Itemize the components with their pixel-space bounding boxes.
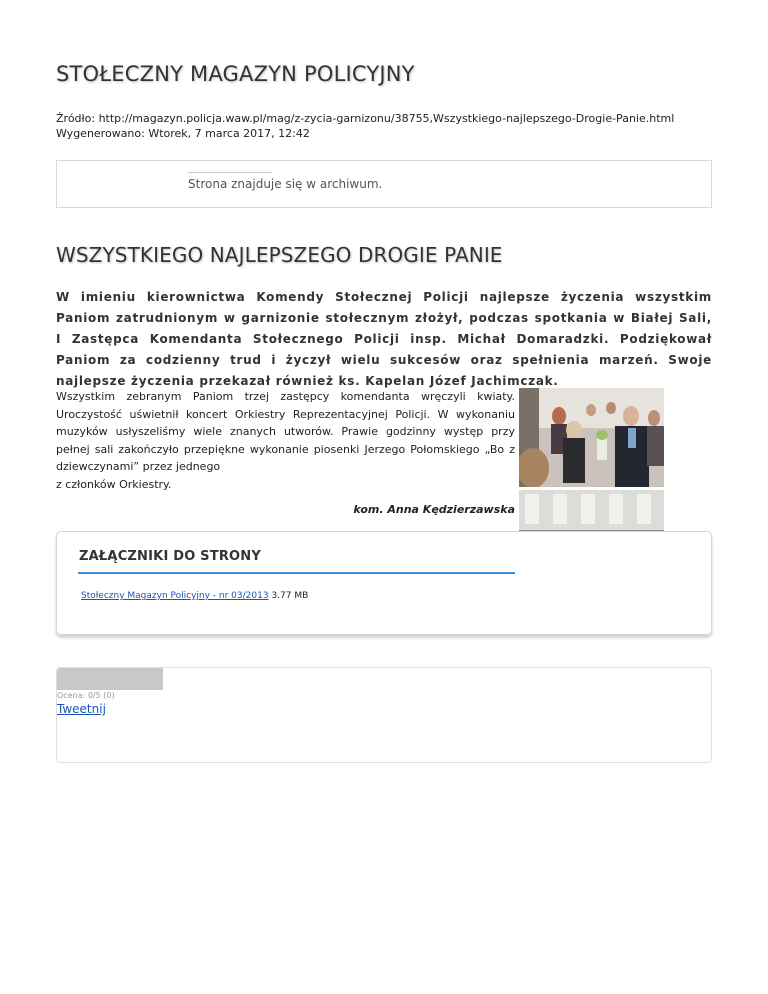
archive-notice: Strona znajduje się w archiwum.	[188, 177, 383, 191]
attachment-size: 3.77 MB	[271, 591, 309, 601]
attachments-divider	[78, 572, 515, 574]
document-meta	[56, 111, 674, 141]
site-title: STOŁECZNY MAGAZYN POLICYJNY	[56, 62, 415, 86]
generated-date: Wygenerowano: Wtorek, 7 marca 2017, 12:42	[56, 127, 310, 140]
rating-text: Ocena: 0/5 (0)	[57, 691, 115, 700]
rating-box	[56, 667, 712, 763]
attachments-heading: ZAŁĄCZNIKI DO STRONY	[79, 549, 261, 564]
article-body-tail: z członków Orkiestry.	[56, 477, 172, 491]
archive-divider	[188, 172, 272, 173]
tweet-link[interactable]: Tweetnij	[57, 702, 106, 716]
archive-notice-box	[56, 160, 712, 208]
photo-flowers-ceremony-image	[519, 388, 664, 487]
article-author: kom. Anna Kędzierzawska	[353, 503, 515, 516]
rating-stars-widget[interactable]	[57, 668, 163, 690]
source-url: Źródło: http://magazyn.policja.waw.pl/mag/z-zycia-garnizonu/38755,Wszystkiego-najlepszego-Drogie-Panie.html	[56, 112, 675, 125]
article-body	[56, 388, 515, 493]
article-body-main: Wszystkim zebranym Paniom trzej zastępcy komendanta wręczyli kwiaty. Uroczystość uświetnił koncert Orkiestry Reprezentacyjnej Policji. W wykonaniu muzyków usłyszeliśmy wiele znanych utworów. Prawie godzinny występ przy pełnej sali zakończyło przepiękne wykonanie piosenki Jerzego Połomskiego „Bo z dziewczynami” przez jednego	[56, 390, 515, 473]
article-title: WSZYSTKIEGO NAJLEPSZEGO DROGIE PANIE	[56, 243, 503, 267]
photo-flowers-ceremony[interactable]	[519, 388, 664, 487]
attachment-item	[81, 591, 308, 601]
attachments-box	[56, 531, 712, 635]
attachment-link[interactable]: Stołeczny Magazyn Policyjny - nr 03/2013	[81, 591, 269, 601]
article-lead: W imieniu kierownictwa Komendy Stołecznej Policji najlepsze życzenia wszystkim Paniom zatrudnionym w garnizonie stołecznym złożył, podczas spotkania w Białej Sali, I Zastępca Komendanta Stołecznego Policji insp. Michał Domaradzki. Podziękował Paniom za codzienny trud i życzył wielu sukcesów oraz spełnienia marzeń. Swoje najlepsze życzenia przekazał również ks. Kapelan Józef Jachimczak.	[56, 290, 712, 388]
